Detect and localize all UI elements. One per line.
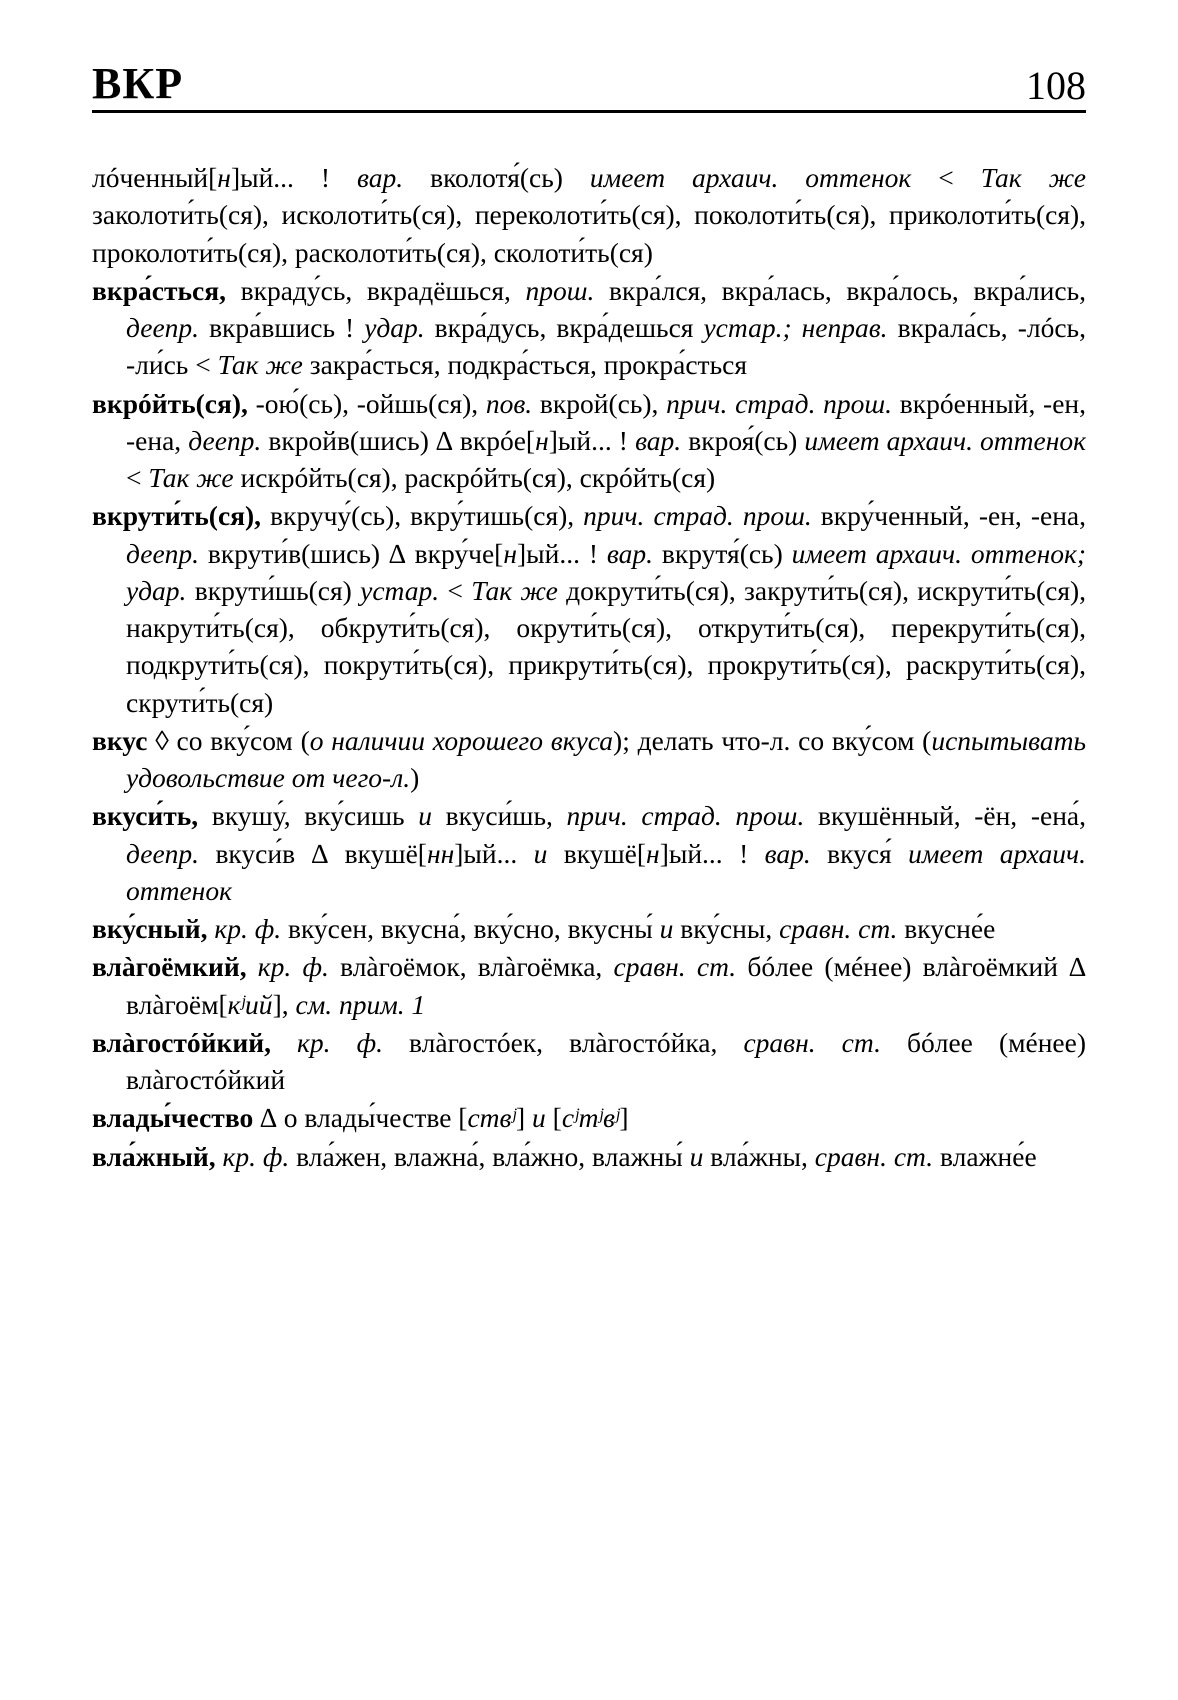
entry-text: < <box>126 462 149 493</box>
entry-text: вкрути́шь(ся) <box>186 574 361 606</box>
grammar-label: вар. <box>764 837 811 869</box>
entry-text: ◊ со вку́сом ( <box>147 724 310 756</box>
grammar-label: см. прим. 1 <box>295 988 426 1020</box>
entry-text: влажне́е <box>933 1140 1037 1172</box>
grammar-label: вар. <box>635 424 682 456</box>
grammar-label: испытывать удовольствие от чего-л. <box>126 724 1086 793</box>
grammar-label: вар. <box>606 537 654 569</box>
grammar-label: Так же <box>148 462 234 493</box>
entry-vkusnyy <box>92 910 1086 947</box>
grammar-label: пов. <box>485 387 533 419</box>
grammar-label: сравн. ст. <box>779 913 898 944</box>
grammar-label: устар.; неправ. <box>703 312 888 343</box>
entry-text: вкра́дусь, вкра́дешься <box>424 312 704 343</box>
grammar-label: кʲий <box>227 988 273 1020</box>
grammar-label: имеет архаич. оттенок <box>589 162 912 193</box>
entry-text: вкраду́сь, вкрадёшься, <box>225 274 526 306</box>
entry-text: бóлее (мéнее) влàгоёмкий ∆ влàгоём[ <box>126 951 1086 1020</box>
entry-text: влàгостóек, влàгостóйка, <box>382 1026 744 1058</box>
grammar-label: имеет архаич. оттенок <box>126 837 1087 906</box>
headword: вкра́сться, <box>92 274 226 306</box>
entry-text <box>216 1141 223 1172</box>
headword: вкуси́ть, <box>92 800 199 832</box>
headword: влàгоёмкий, <box>92 951 247 983</box>
entry-vkus <box>92 722 1086 797</box>
entry-text: вкрой(сь), <box>532 387 667 419</box>
entry-text: вкушё[ <box>547 837 647 869</box>
entry-text: вла́жен, влажна́, вла́жно, влажны́ <box>289 1140 690 1172</box>
entry-vlazhnyy <box>92 1138 1086 1175</box>
entry-text: вкушённый, -ён, -ена́, <box>804 800 1086 832</box>
grammar-label: н <box>646 837 660 869</box>
entry-vkrutitsya <box>92 497 1086 721</box>
entry-vlagostoykiy <box>92 1024 1086 1099</box>
grammar-label: сравн. ст. <box>814 1140 934 1172</box>
grammar-label: Так же <box>980 162 1086 193</box>
grammar-label: деепр. <box>126 537 200 569</box>
entry-text: ] <box>516 1102 533 1134</box>
grammar-label: имеет архаич. оттенок; удар. <box>126 537 1086 606</box>
entry-vkrastsya <box>92 272 1086 384</box>
entry-text: < <box>911 162 981 193</box>
grammar-label: о наличии хорошего вкуса <box>309 724 614 756</box>
grammar-label: вар. <box>357 162 404 193</box>
grammar-label: сʲтʲвʲ <box>561 1102 620 1134</box>
grammar-label: деепр. <box>188 424 262 456</box>
grammar-label: и <box>532 1102 546 1134</box>
grammar-label: н <box>535 424 549 456</box>
page-number: 108 <box>1026 63 1086 108</box>
grammar-label: деепр. <box>126 837 200 869</box>
entry-vkroytsya <box>92 385 1086 497</box>
entry-text: вколотя́(сь) <box>403 162 590 193</box>
entry-text: закра́сться, подкра́сться, прокра́сться <box>302 349 747 381</box>
headword: влàгостóйкий, <box>92 1026 271 1058</box>
entry-text: вкуси́в ∆ вкушё[ <box>199 837 427 869</box>
entry-text: искрóйть(ся), раскрóйть(ся), скрóйть(ся) <box>233 462 716 493</box>
entry-text: вкрóенный, -ен, -ена, <box>126 387 1087 456</box>
entry-text: вкусне́е <box>897 913 996 944</box>
entry-text: ) <box>410 762 420 793</box>
headword: вкус <box>92 724 148 756</box>
entry-text: вкройв(шись) ∆ вкрóе[ <box>261 424 536 456</box>
entry-text: вла́жны, <box>703 1140 815 1172</box>
grammar-label: деепр. <box>126 312 200 343</box>
entry-vlagoyomkiy <box>92 948 1086 1023</box>
entry-text: вкручу́(сь), вкру́тишь(ся), <box>261 500 584 532</box>
entry-text: ]ый... <box>454 837 534 869</box>
entry-vkolotit-continuation <box>92 159 1086 271</box>
headword: вкрути́ть(ся), <box>92 500 262 532</box>
entry-text <box>271 1027 297 1058</box>
grammar-label: удар. <box>364 312 425 343</box>
entry-text: вкроя́(сь) <box>681 424 805 456</box>
entry-text: ∆ о влады́честве [ <box>253 1102 468 1134</box>
grammar-label: устар. <box>360 574 440 606</box>
entry-text: вкуси́шь, <box>432 800 567 832</box>
grammar-label: прич. страд. прош. <box>666 387 893 419</box>
headword: вкрóйть(ся), <box>92 387 248 419</box>
grammar-label: кр. ф. <box>257 951 329 983</box>
entry-text <box>247 951 258 982</box>
grammar-label: н <box>217 162 231 193</box>
grammar-label: прош. <box>525 274 595 306</box>
grammar-label: кр. ф. <box>297 1026 383 1058</box>
grammar-label: Так же <box>471 574 558 606</box>
grammar-label: ствʲ <box>467 1102 516 1134</box>
grammar-label: прич. страд. прош. <box>583 500 812 532</box>
dictionary-entry-list <box>92 159 1086 1175</box>
entry-text: вку́сен, вкусна́, вку́сно, вкусны́ <box>281 913 660 944</box>
entry-text: ], <box>272 988 296 1020</box>
running-head <box>92 59 1086 113</box>
grammar-label: имеет архаич. оттенок <box>804 424 1086 456</box>
entry-text: вкрути́в(шись) ∆ вкру́че[ <box>199 537 504 569</box>
grammar-label: и <box>689 1140 704 1172</box>
headword: вку́сный, <box>92 913 208 944</box>
entry-text: заколоти́ть(ся), исколоти́ть(ся), переколоти́ть(ся), поколоти́ть(ся), приколоти́ть(ся), проколоти́ть(ся), расколоти́ть(ся), сколоти́ть(ся) <box>92 199 1086 268</box>
entry-text: вкру́ченный, -ен, -ена, <box>811 500 1086 532</box>
entry-text: вкра́вшись ! <box>199 312 365 343</box>
entry-text: вкрутя́(сь) <box>653 537 792 569</box>
entry-text: вкушу́, вку́сишь <box>198 800 419 832</box>
grammar-label: и <box>418 800 432 832</box>
entry-text: лóченный[ <box>92 162 218 193</box>
headword: влады́чество <box>92 1102 254 1134</box>
entry-text: ]ый... ! <box>230 162 358 193</box>
grammar-label: кр. ф. <box>222 1140 290 1172</box>
entry-text: ); делать что-л. со вку́сом ( <box>613 724 932 756</box>
grammar-label: прич. страд. прош. <box>566 800 805 832</box>
entry-text: -ою́(сь), -ойшь(ся), <box>247 387 486 419</box>
grammar-label: кр. ф. <box>214 913 282 944</box>
grammar-label: сравн. ст. <box>743 1026 881 1058</box>
entry-text: вку́сны, <box>673 913 780 944</box>
entry-vkusit <box>92 797 1086 909</box>
entry-text: вкрала́сь, -лóсь, -ли́сь < <box>126 312 1086 381</box>
grammar-label: и <box>533 837 548 869</box>
entry-text: докрути́ть(ся), закрути́ть(ся), искрути́ть(ся), накрути́ть(ся), обкрути́ть(ся), окрути́ть(ся), открути́ть(ся), перекрути́ть(ся), подкрути́ть(ся), покрути́ть(ся), прикрути́ть(ся), прокрути́ть(ся), раскрути́ть(ся), скрути́ть(ся) <box>126 574 1086 718</box>
entry-text: бóлее (мéнее) влàгостóйкий <box>126 1026 1087 1095</box>
entry-text: < <box>439 574 472 606</box>
entry-text: вкра́лся, вкра́лась, вкра́лось, вкра́лись, <box>594 274 1086 306</box>
grammar-label: Так же <box>217 349 303 381</box>
grammar-label: нн <box>426 837 455 869</box>
entry-text: влàгоёмок, влàгоёмка, <box>328 951 614 983</box>
grammar-label: сравн. ст. <box>613 951 737 983</box>
entry-text: [ <box>545 1102 562 1134</box>
headword: вла́жный, <box>92 1140 216 1172</box>
entry-text: ]ый... ! <box>548 424 636 456</box>
entry-text: вкуся́ <box>810 837 909 869</box>
grammar-label: н <box>503 537 517 569</box>
entry-text: ] <box>619 1102 629 1134</box>
entry-text: ]ый... ! <box>659 837 765 869</box>
running-head-guide-word: ВКР <box>92 59 184 108</box>
grammar-label: и <box>659 913 674 944</box>
entry-text: ]ый... ! <box>517 537 607 569</box>
entry-vladychestvo <box>92 1099 1086 1136</box>
